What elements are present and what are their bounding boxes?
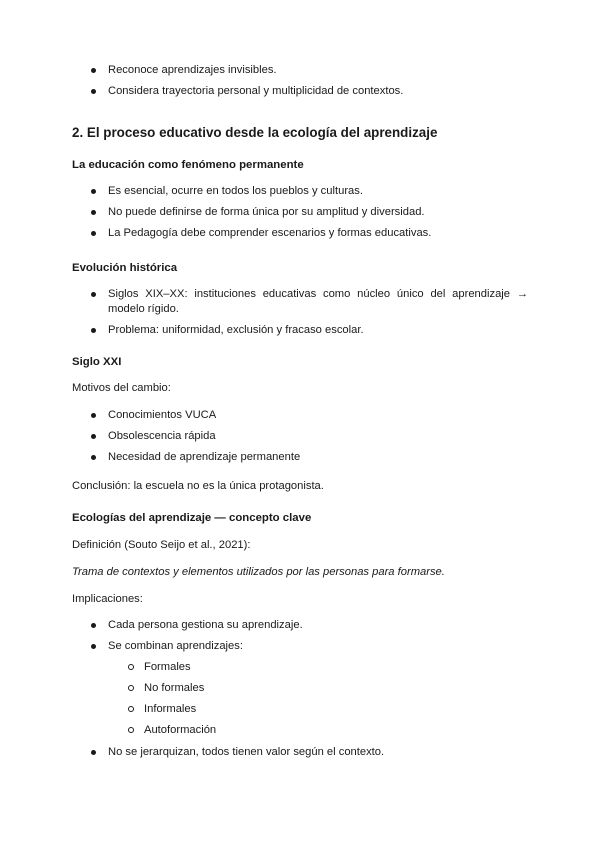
heading-evolucion: Evolución histórica	[72, 262, 178, 274]
list-item: La Pedagogía debe comprender escenarios y formas educativas.	[72, 226, 528, 241]
evolucion-bullet-list	[72, 287, 528, 338]
list-item: No puede definirse de forma única por su amplitud y diversidad.	[72, 205, 528, 220]
intro-bullet-list	[72, 63, 528, 99]
ecologias-implicaciones: Implicaciones:	[72, 593, 143, 605]
siglo-intro: Motivos del cambio:	[72, 382, 171, 394]
list-item: Obsolescencia rápida	[72, 429, 528, 444]
list-item: Se combinan aprendizajes:	[72, 639, 528, 654]
sub-list-item: No formales	[72, 681, 528, 696]
sub-list-item: Informales	[72, 702, 528, 717]
list-item: Considera trayectoria personal y multiplicidad de contextos.	[72, 84, 528, 99]
siglo-conclusion: Conclusión: la escuela no es la única protagonista.	[72, 480, 324, 492]
sub-list-item: Formales	[72, 660, 528, 675]
list-item: Problema: uniformidad, exclusión y fracaso escolar.	[72, 323, 528, 338]
ecologias-final-bullet	[72, 745, 528, 760]
section-title: 2. El proceso educativo desde la ecología del aprendizaje	[72, 125, 438, 140]
list-item: Reconoce aprendizajes invisibles.	[72, 63, 528, 78]
ecologias-definicion: Definición (Souto Seijo et al., 2021):	[72, 539, 251, 551]
heading-ecologias: Ecologías del aprendizaje — concepto clave	[72, 512, 312, 524]
heading-permanente: La educación como fenómeno permanente	[72, 159, 304, 171]
list-item: Es esencial, ocurre en todos los pueblos y culturas.	[72, 184, 528, 199]
ecologias-sub-list	[72, 660, 528, 738]
sub-list-item: Autoformación	[72, 723, 528, 738]
siglo-bullet-list	[72, 408, 528, 465]
ecologias-bullet-list	[72, 618, 528, 654]
list-item: Cada persona gestiona su aprendizaje.	[72, 618, 528, 633]
ecologias-quote: Trama de contextos y elementos utilizados por las personas para formarse.	[72, 566, 445, 578]
permanente-bullet-list	[72, 184, 528, 241]
list-item: Siglos XIX–XX: instituciones educativas como núcleo único del aprendizaje → modelo rígido.	[72, 287, 528, 317]
list-item: Conocimientos VUCA	[72, 408, 528, 423]
list-item: Necesidad de aprendizaje permanente	[72, 450, 528, 465]
list-item: No se jerarquizan, todos tienen valor según el contexto.	[72, 745, 528, 760]
heading-siglo: Siglo XXI	[72, 356, 122, 368]
